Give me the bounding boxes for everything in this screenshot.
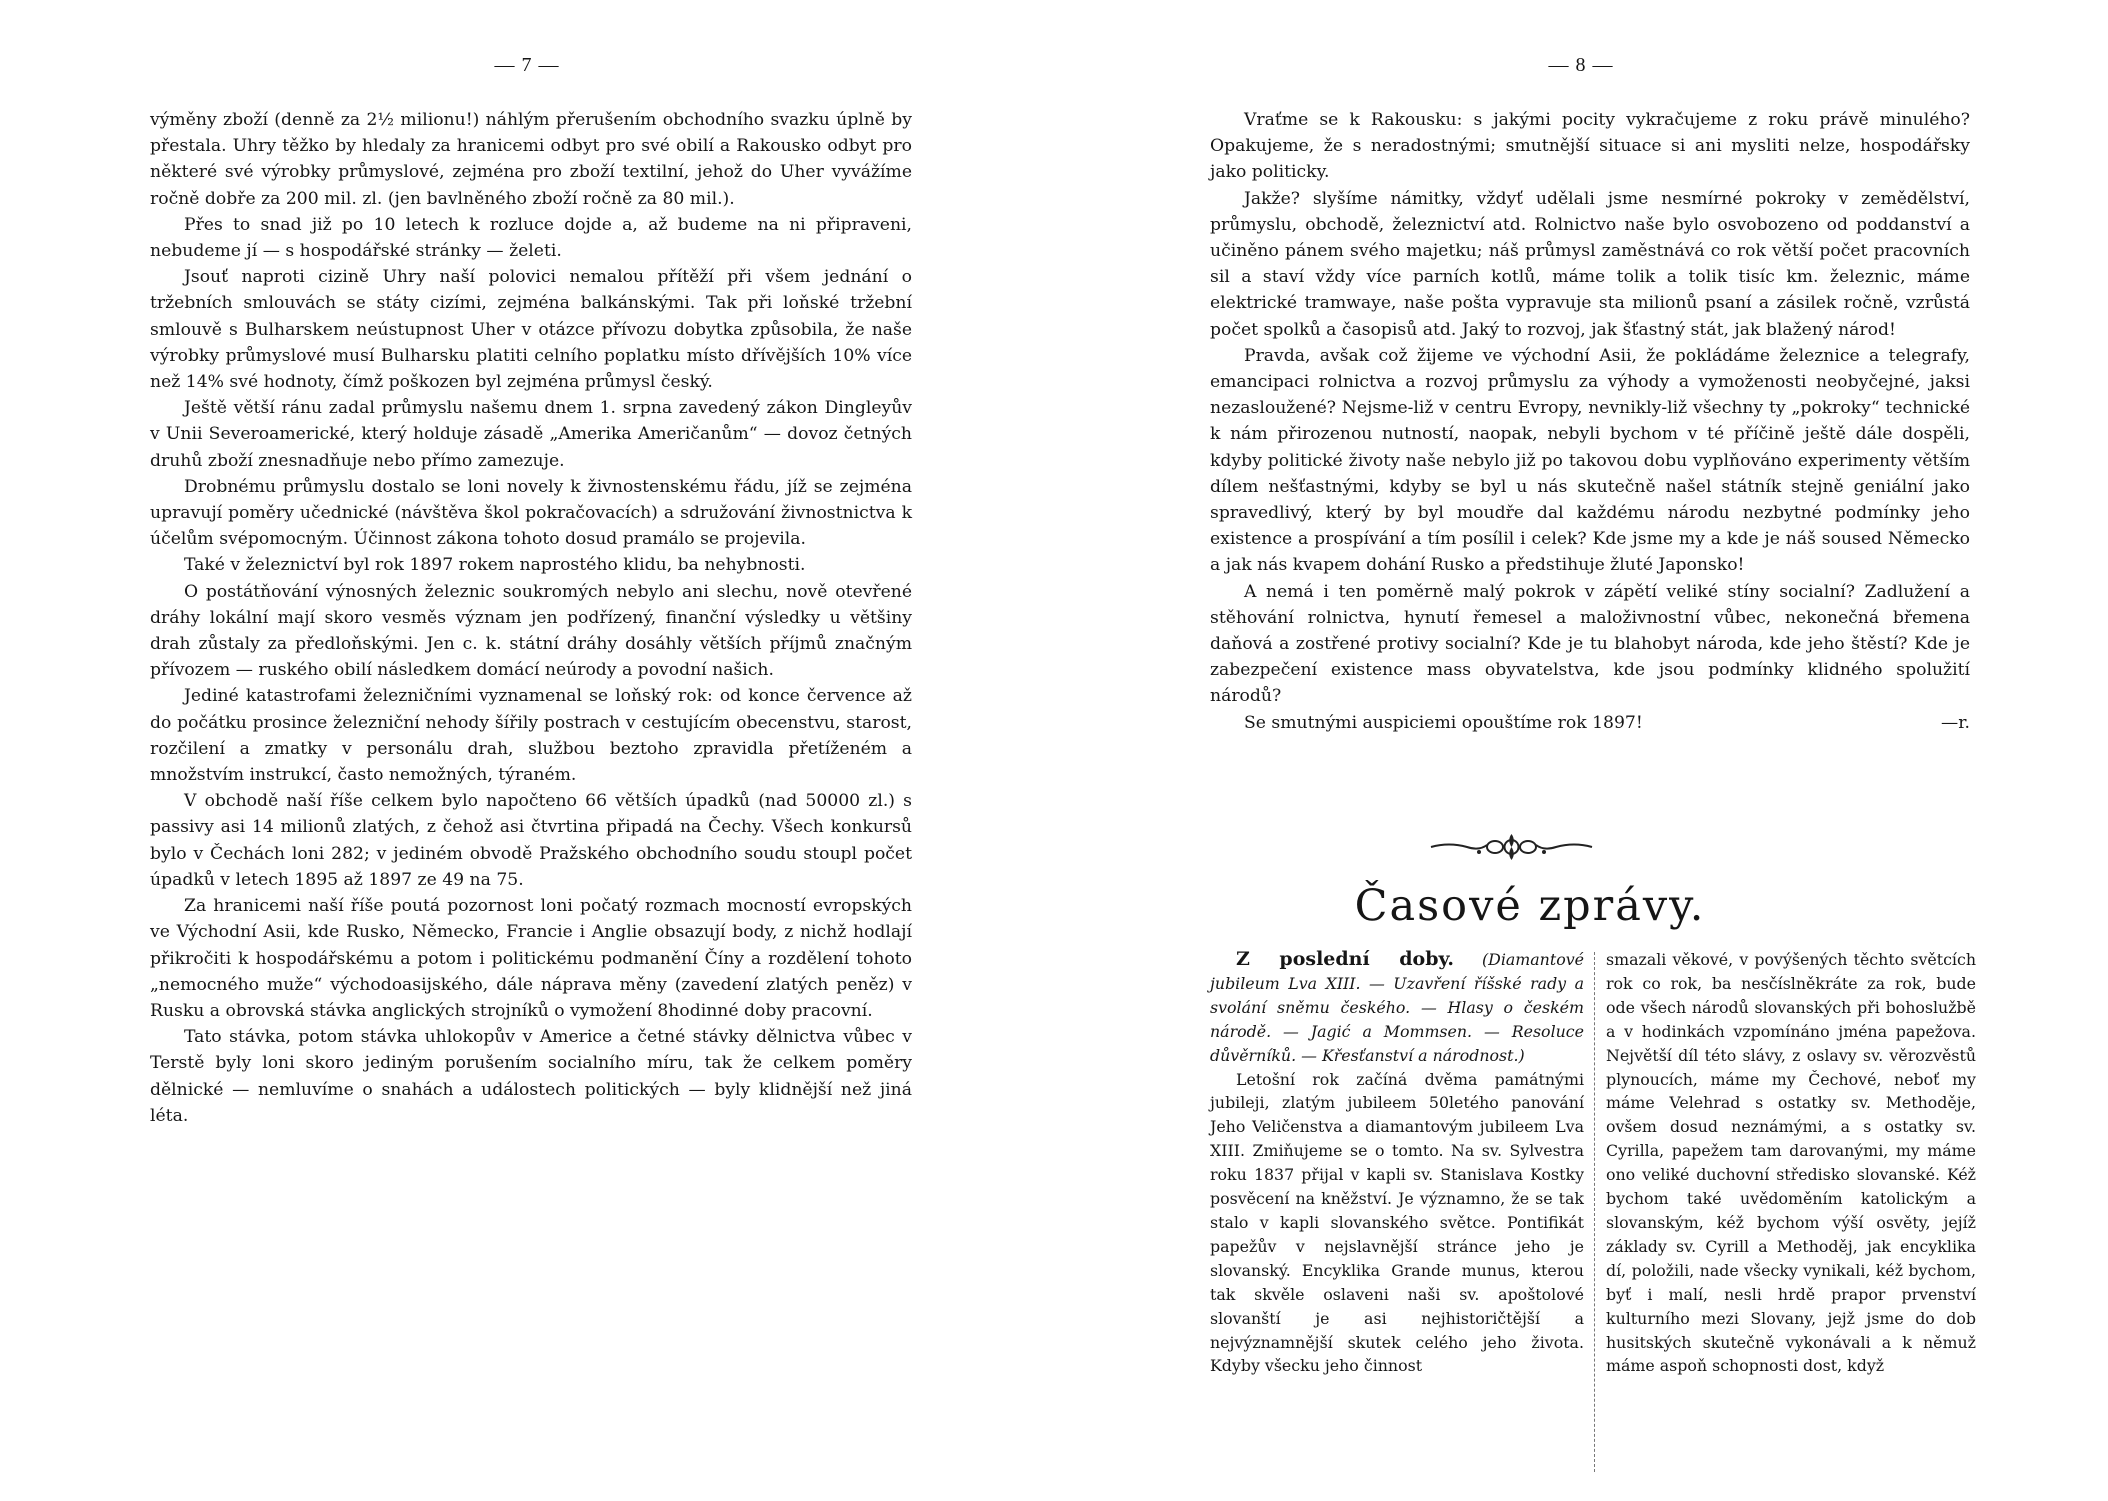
- closing-text: Se smutnými auspiciemi opouštíme rok 1897!: [1244, 712, 1643, 733]
- news-topics: (Diamantové jubileum Lva XIII. — Uzavření říšské rady a svolání sněmu českého. — Hlasy o českém národě. — Jagić a Mommsen. — Resoluce důvěrníků. — Křesťanství a národnost.): [1210, 950, 1584, 1065]
- news-left-column: [1210, 948, 1584, 1378]
- right-text-column: [1210, 107, 1970, 736]
- signature: —r.: [1941, 712, 1970, 733]
- paragraph: Tato stávka, potom stávka uhlokopův v Americe a četné stávky dělnictva vůbec v Terstě byly loni skoro jediným porušením socialního míru, tak že celkem poměry dělnické — nemluvíme o snahách a událostech politických — byly klidnější než jiná léta.: [150, 1027, 912, 1126]
- paragraph: Pravda, avšak což žijeme ve východní Asii, že pokládáme železnice a telegrafy, emancipaci rolnictva a rozvoj průmyslu za výhody a vymoženosti neobyčejné, jaksi nezasloužené? Nejsme-liž v centru Evropy, nevnikly-liž všechny ty „pokroky“ technické k nám přirozenou nutností, naopak, nebyli bychom v té příčině ještě dále dospěli, kdyby politické životy naše nebylo již po takovou dobu vyplňováno experimenty větším dílem nešťastnými, kdyby se byl u nás skutečně našel státník stejně geniální jako spravedlivý, který by byl moudře dal každému národu nezbytné podmínky jeho existence a prospívání a tím posílil i celek? Kde jsme my a kde je náš soused Německo a jak nás kvapem dohání Rusko a předstihuje žluté Japonsko!: [1210, 345, 1970, 576]
- paragraph: Jakže? slyšíme námitky, vždyť udělali jsme nesmírné pokroky v zemědělství, průmyslu, obchodě, železnictví atd. Rolnictvo naše bylo osvobozeno od poddanství a učiněno pánem svého majetku; náš průmysl zaměstnává co rok větší počet pracovních sil a staví vždy více parních kotlů, máme tolik a tolik tisíc km. železnic, máme elektrické tramwaye, naše pošta vypravuje sta milionů psaní a zásilek ročně, vzrůstá počet spolků a časopisů atd. Jaký to rozvoj, jak šťastný stát, jak blažený národ!: [1210, 188, 1970, 340]
- page-number-left: — 7 —: [494, 54, 560, 76]
- paragraph: Letošní rok začíná dvěma památnými jubileji, zlatým jubileem 50letého panování Jeho Veličenstva a diamantovým jubileem Lva XIII. Zmiňujeme se o tomto. Na sv. Sylvestra roku 1837 přijal v kapli sv. Stanislava Kostky posvěcení na kněžství. Je významno, že se tak stalo v kapli slovanského světce. Pontifikát papežův v nejslavnější stránce jeho je slovanský. Encyklika Grande munus, kterou tak skvěle oslaveni naši sv. apoštolové slovanští je asi nejhistoričtější a nejvýznamnější skutek celého jeho života. Kdyby všecku jeho činnost: [1210, 1069, 1584, 1376]
- news-heading: Z poslední doby.: [1236, 948, 1454, 970]
- paragraph: Vraťme se k Rakousku: s jakými pocity vykračujeme z roku právě minulého? Opakujeme, že s neradostnými; smutnější situace si ani mysliti nelze, hospodářsky jako politicky.: [1210, 110, 1970, 183]
- news-right-column: [1606, 948, 1976, 1378]
- left-text-column: [150, 107, 912, 1129]
- paragraph: V obchodě naší říše celkem bylo napočteno 66 větších úpadků (nad 50000 zl.) s passivy asi 14 milionů zlatých, z čehož asi čtvrtina připadá na Čechy. Všech konkursů bylo v Čechách loni 282; v jediném obvodě Pražského obchodního soudu stoupl počet úpadků v letech 1895 až 1897 ze 49 na 75.: [150, 791, 912, 890]
- paragraph: Jsouť naproti cizině Uhry naší polovici nemalou přítěží při všem jednání o tržebních smlouvách se státy cizími, zejména balkánskými. Tak při loňské tržební smlouvě s Bulharskem neústupnost Uher v otázce přívozu dobytka způsobila, že naše výrobky průmyslové musí Bulharsku platiti celního poplatku místo dřívějších 10% více než 14% své hodnoty, čímž poškozen byl zejména průmysl český.: [150, 267, 912, 393]
- floral-ornament-icon: [1429, 830, 1594, 864]
- paragraph: Také v železnictví byl rok 1897 rokem naprostého klidu, ba nehybnosti.: [184, 555, 806, 576]
- paragraph: smazali věkové, v povýšených těchto světcích rok co rok, ba nesčíslněkráte za rok, bude ode všech národů slovanských při bohoslužbě a v hodinkách vzpomínáno jména papežova. Největší díl této slávy, z oslavy sv. věrozvěstů plynoucích, máme my Čechové, neboť my máme Velehrad s ostatky sv. Methoděje, ovšem dosud neznámými, a s ostatky sv. Cyrilla, papežem tam darovanými, my máme ono veliké duchovní středisko slovanské. Kéž bychom také uvědoměním katolickým a slovanským, kéž bychom výší osvěty, jejíž základy sv. Cyrill a Methoděj, jak encyklika dí, položili, nade všecky vynikali, kéž bychom, byť i malí, nesli hrdě prapor prvenství kulturního mezi Slovany, jejž jsme do dob husitských skutečně vykonávali a k němuž máme aspoň schopnosti dost, když: [1606, 950, 1976, 1376]
- paragraph: O postátňování výnosných železnic soukromých nebylo ani slechu, nově otevřené dráhy lokální mají skoro vesměs význam jen podřízený, finanční výsledky u většiny drah zůstaly za předloňskými. Jen c. k. státní dráhy dosáhly větších příjmů značným přívozem — ruského obilí následkem domácí neúrody a povodní našich.: [150, 581, 912, 681]
- column-divider: [1594, 952, 1595, 1472]
- closing-paragraph: [1210, 710, 1970, 736]
- paragraph: Ještě větší ránu zadal průmyslu našemu dnem 1. srpna zavedený zákon Dingleyův v Unii Severoamerické, který holduje zásadě „Amerika Američanům“ — dovoz četných druhů zboží znesnadňuje nebo přímo zamezuje.: [150, 398, 912, 471]
- paragraph: výměny zboží (denně za 2½ milionu!) náhlým přerušením obchodního svazku úplně by přestala. Uhry těžko by hledaly za hranicemi odbyt pro své obilí a Rakousko odbyt pro některé své výrobky průmyslové, zejména pro zboží textilní, jehož do Uher vyvážíme ročně dobře za 200 mil. zl. (jen bavlněného zboží ročně za 80 mil.).: [150, 110, 912, 209]
- paragraph: Jediné katastrofami železničními vyznamenal se loňský rok: od konce července až do počátku prosince železniční nehody šířily postrach v cestujícím obecenstvu, starost, rozčilení a zmatky v personálu drah, službou beztoho zpravidla přetíženém a množstvím instrukcí, často nemožných, týraném.: [150, 686, 912, 786]
- section-title: Časové zprávy.: [1354, 881, 1706, 931]
- news-intro: [1210, 948, 1584, 1068]
- right-page: [1054, 0, 2108, 1501]
- paragraph: Přes to snad již po 10 letech k rozluce dojde a, až budeme na ni připraveni, nebudeme jí — s hospodářské stránky — želeti.: [150, 214, 912, 262]
- page-number-right: — 8 —: [1548, 54, 1614, 76]
- paragraph: Drobnému průmyslu dostalo se loni novely k živnostenskému řádu, jíž se zejména upravují poměry učednické (návštěva škol pokračovacích) a sdružování živnostnictva k účelům svépomocným. Účinnost zákona tohoto dosud pramálo se projevila.: [150, 476, 912, 550]
- paragraph: A nemá i ten poměrně malý pokrok v zápětí veliké stíny socialní? Zadlužení a stěhování rolnictva, hynutí řemesel a maloživnostní vůbec, nekonečná břemena daňová a zostřené protivy socialní? Kde je tu blahobyt národa, kde jeho štěstí? Kde je zabezpečení existence mass obyvatelstva, kde jsou podmínky klidného spolužití národů?: [1210, 581, 1970, 707]
- paragraph: Za hranicemi naší říše poutá pozornost loni počatý rozmach mocností evropských ve Východní Asii, kde Rusko, Německo, Francie i Anglie obsazují body, z nichž hodlají přikročiti k hospodářskému a potom i politickému podmanění Číny a rozdělení tohoto „nemocného muže“ východoasijského, dále náprava měny (zavedení zlatých peněz) v Rusku a obrovská stávka anglických strojníků o vymožení 8hodinné doby pracovní.: [150, 896, 912, 1021]
